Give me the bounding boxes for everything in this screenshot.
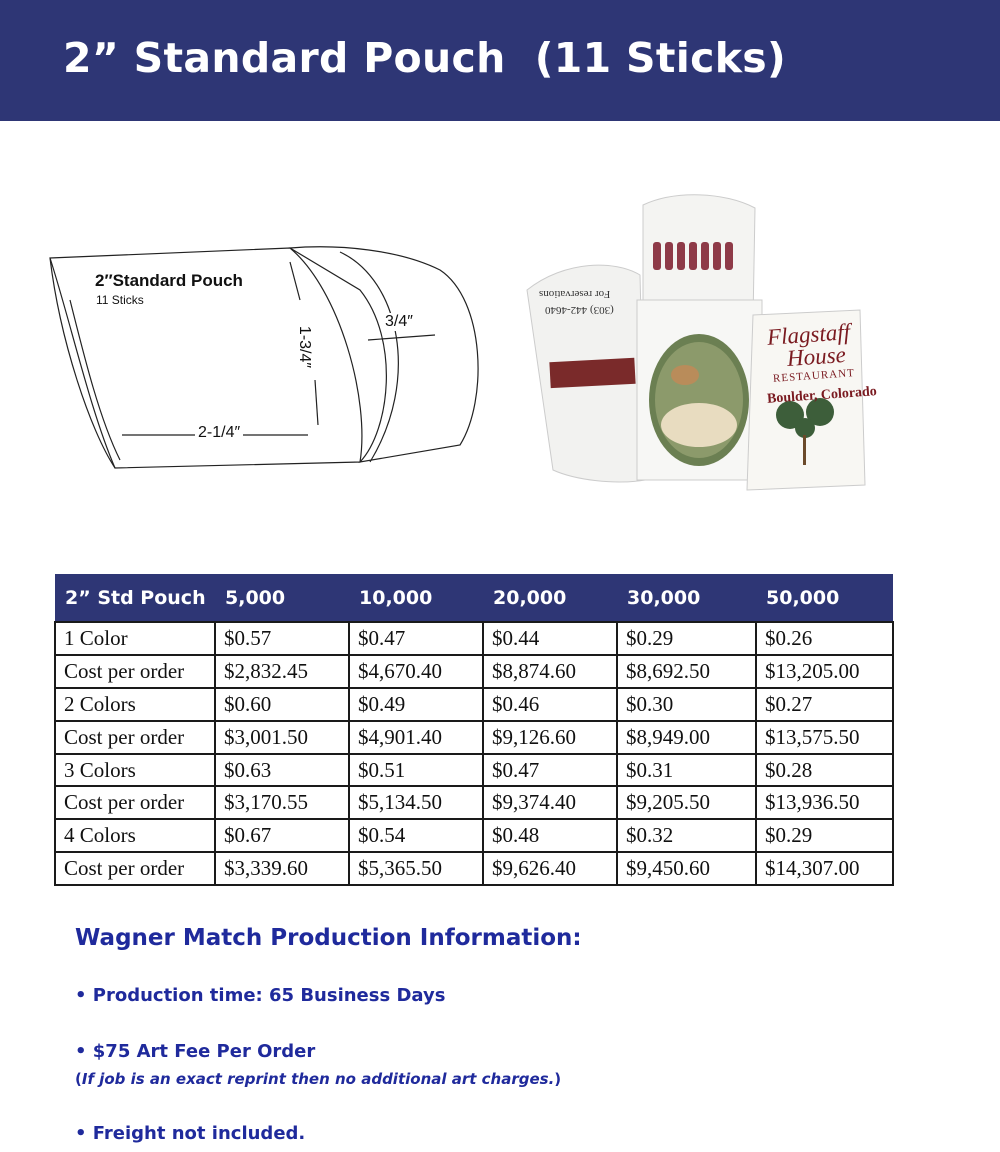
table-cell: $0.46 [483,688,617,721]
table-cell: $8,949.00 [617,721,756,754]
table-cell: $0.28 [756,754,893,787]
art-note-paren-open: ( [75,1070,82,1088]
table-cell: $8,692.50 [617,655,756,688]
table-row [55,754,893,787]
table-cell: Cost per order [55,852,215,885]
table-cell: 4 Colors [55,819,215,852]
table-header-cell: 2” Std Pouch [55,574,215,622]
table-cell: 1 Color [55,622,215,655]
table-cell: $0.49 [349,688,483,721]
product-photo [515,180,880,510]
diagram-subtitle: 11 Sticks [96,293,144,307]
brand-name-line1: Flagstaff [766,319,851,350]
diagram-title: 2″Standard Pouch [95,271,243,290]
table-cell: $0.27 [756,688,893,721]
page-header [0,0,1000,121]
table-cell: $4,901.40 [349,721,483,754]
table-cell: Cost per order [55,655,215,688]
dimension-width-label: 2-1/4″ [195,424,243,442]
table-cell: $0.67 [215,819,349,852]
table-cell: $9,126.60 [483,721,617,754]
table-cell: $5,134.50 [349,786,483,819]
table-cell: $0.29 [617,622,756,655]
table-row [55,786,893,819]
table-cell: $0.30 [617,688,756,721]
table-row [55,819,893,852]
table-header-cell: 5,000 [215,574,349,622]
page-title: 2” Standard Pouch (11 Sticks) [63,34,786,82]
table-cell: $9,450.60 [617,852,756,885]
table-cell: $0.47 [349,622,483,655]
art-fee-note [75,1070,561,1088]
table-header-cell: 30,000 [617,574,756,622]
table-cell: $9,205.50 [617,786,756,819]
table-cell: $0.57 [215,622,349,655]
table-cell: $0.31 [617,754,756,787]
table-cell: $0.60 [215,688,349,721]
table-header-cell: 50,000 [756,574,893,622]
table-row [55,622,893,655]
table-cell: $0.54 [349,819,483,852]
brand-location: Boulder, Colorado [766,384,878,407]
table-cell: Cost per order [55,786,215,819]
reservation-line1: For reservations [539,288,611,300]
pouch-diagram [40,240,490,480]
table-row [55,852,893,885]
table-cell: $9,626.40 [483,852,617,885]
table-cell: 3 Colors [55,754,215,787]
table-header-cell: 10,000 [349,574,483,622]
art-note-text: If job is an exact reprint then no additional art charges. [81,1070,555,1088]
brand-name-line3: RESTAURANT [772,367,856,385]
brand-name-line2: House [786,341,847,372]
table-cell: $13,575.50 [756,721,893,754]
table-cell: Cost per order [55,721,215,754]
table-row [55,655,893,688]
table-cell: $3,339.60 [215,852,349,885]
freight-item: • Freight not included. [75,1123,306,1144]
table-cell: $0.47 [483,754,617,787]
table-row [55,688,893,721]
table-cell: $3,001.50 [215,721,349,754]
dimension-height-label: 1-3/4″ [296,325,314,369]
table-cell: $0.26 [756,622,893,655]
table-cell: $0.63 [215,754,349,787]
table-cell: $14,307.00 [756,852,893,885]
table-header-cell: 20,000 [483,574,617,622]
pricing-table [54,574,894,886]
table-cell: $13,936.50 [756,786,893,819]
table-cell: $0.51 [349,754,483,787]
table-cell: $0.29 [756,819,893,852]
match-sticks [653,242,733,270]
art-fee-item: • $75 Art Fee Per Order [75,1041,316,1062]
table-cell: $8,874.60 [483,655,617,688]
table-cell: $13,205.00 [756,655,893,688]
table-cell: $0.32 [617,819,756,852]
table-cell: $9,374.40 [483,786,617,819]
art-note-paren-close: ) [554,1070,562,1088]
table-row [55,721,893,754]
production-info-title: Wagner Match Production Information: [75,925,582,951]
table-header-row [55,574,893,622]
production-time-item: • Production time: 65 Business Days [75,985,446,1006]
table-cell: $0.44 [483,622,617,655]
table-cell: $5,365.50 [349,852,483,885]
table-cell: 2 Colors [55,688,215,721]
table-cell: $2,832.45 [215,655,349,688]
table-cell: $3,170.55 [215,786,349,819]
table-cell: $4,670.40 [349,655,483,688]
dimension-depth-label: 3/4″ [382,313,416,331]
table-cell: $0.48 [483,819,617,852]
reservation-line2: (303) 442-4640 [545,304,614,316]
